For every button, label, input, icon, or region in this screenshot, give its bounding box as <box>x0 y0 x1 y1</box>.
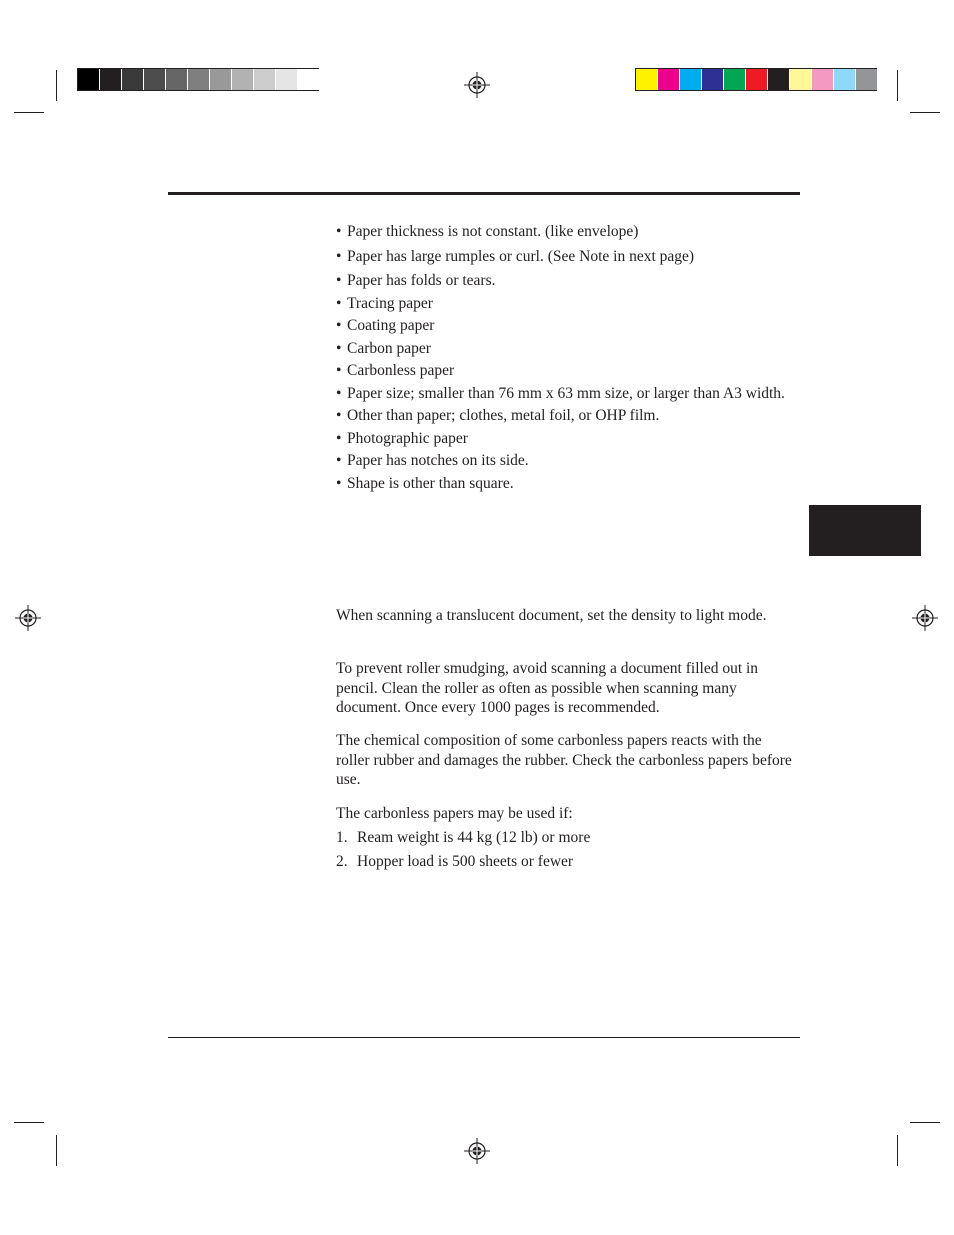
color-swatch <box>658 69 679 90</box>
bullet: • <box>336 317 342 334</box>
list-item <box>336 451 796 471</box>
color-swatch <box>768 69 789 90</box>
color-swatch <box>790 69 811 90</box>
color-swatch <box>834 69 855 90</box>
bullet: • <box>336 452 342 469</box>
list-item-text: Photographic paper <box>347 429 468 447</box>
footer-rule <box>168 1037 800 1038</box>
bullet: • <box>336 429 342 447</box>
list-item-text: Shape is other than square. <box>347 474 514 492</box>
note-pencil: To prevent roller smudging, avoid scanning a document filled out in pencil. Clean the roller as often as possible when scanning many document. Once every 1000 pages is recommended. <box>336 660 759 716</box>
item-text: Hopper load is 500 sheets or fewer <box>357 853 574 870</box>
color-swatch <box>636 69 657 90</box>
registration-mark-icon <box>464 72 490 98</box>
list-item-text: Tracing paper <box>347 294 433 312</box>
grayscale-swatch <box>166 69 187 90</box>
item-number: 1. <box>336 829 348 846</box>
list-item-text: Paper has notches on its side. <box>347 452 529 469</box>
header-rule <box>168 192 800 195</box>
list-item <box>336 222 796 242</box>
bullet: • <box>336 294 342 312</box>
bullet: • <box>336 247 342 265</box>
bullet: • <box>336 384 342 402</box>
list-item <box>336 384 796 404</box>
list-item-text: Paper size; smaller than 76 mm x 63 mm size, or larger than A3 width. <box>347 384 785 402</box>
bullet: • <box>336 223 342 240</box>
color-swatch <box>702 69 723 90</box>
list-item <box>336 316 796 336</box>
list-item-text: Paper has folds or tears. <box>347 272 496 289</box>
list-item-text: Carbon paper <box>347 339 431 357</box>
crop-mark-bottom-left-horizontal <box>14 1122 44 1123</box>
color-swatch <box>724 69 745 90</box>
note-conditions-intro: The carbonless papers may be used if: <box>336 805 573 822</box>
note-translucent: When scanning a translucent document, set the density to light mode. <box>336 607 767 624</box>
grayscale-swatch <box>144 69 165 90</box>
list-item <box>336 361 796 381</box>
bullet: • <box>336 407 342 424</box>
grayscale-swatch <box>276 69 297 90</box>
grayscale-swatch <box>78 69 99 90</box>
registration-mark-icon <box>464 1138 490 1164</box>
crop-mark-bottom-right-vertical <box>897 1135 898 1166</box>
bullet: • <box>336 474 342 492</box>
item-text: Ream weight is 44 kg (12 lb) or more <box>357 829 591 846</box>
list-item <box>336 406 796 426</box>
grayscale-swatch <box>122 69 143 90</box>
crop-mark-bottom-left-vertical <box>56 1135 57 1166</box>
bullet: • <box>336 362 342 379</box>
crop-mark-bottom-right-horizontal <box>910 1122 940 1123</box>
bullet: • <box>336 339 342 357</box>
crop-mark-top-left-horizontal <box>14 112 44 113</box>
grayscale-swatch <box>254 69 275 90</box>
grayscale-swatch <box>298 69 319 90</box>
list-item-text: Coating paper <box>347 317 435 334</box>
crop-mark-top-right-horizontal <box>910 112 940 113</box>
crop-mark-top-left-vertical <box>56 70 57 101</box>
numbered-item <box>336 852 573 872</box>
grayscale-swatch <box>188 69 209 90</box>
item-number: 2. <box>336 853 348 870</box>
list-item <box>336 271 796 291</box>
list-item <box>336 294 796 314</box>
grayscale-swatch <box>232 69 253 90</box>
list-item-text: Other than paper; clothes, metal foil, or OHP film. <box>347 407 660 424</box>
grayscale-swatch <box>210 69 231 90</box>
list-item <box>336 429 796 449</box>
list-item <box>336 247 796 267</box>
list-item <box>336 339 796 359</box>
color-swatch <box>746 69 767 90</box>
list-item-text: Carbonless paper <box>347 362 455 379</box>
color-swatch <box>812 69 833 90</box>
list-item <box>336 474 796 494</box>
registration-mark-icon <box>15 605 41 631</box>
numbered-item <box>336 828 590 848</box>
note-chemical: The chemical composition of some carbonless papers reacts with the roller rubber and damages the rubber. Check the carbonless papers before use. <box>336 732 792 788</box>
paper-restrictions-list <box>336 222 796 496</box>
crop-mark-top-right-vertical <box>897 70 898 101</box>
list-item-text: Paper thickness is not constant. (like envelope) <box>347 223 639 240</box>
registration-mark-icon <box>912 605 938 631</box>
grayscale-swatch <box>100 69 121 90</box>
bullet: • <box>336 272 342 289</box>
color-swatch <box>856 69 877 90</box>
list-item-text: Paper has large rumples or curl. (See Note in next page) <box>347 247 695 265</box>
chapter-tab <box>809 505 921 556</box>
color-swatch <box>680 69 701 90</box>
